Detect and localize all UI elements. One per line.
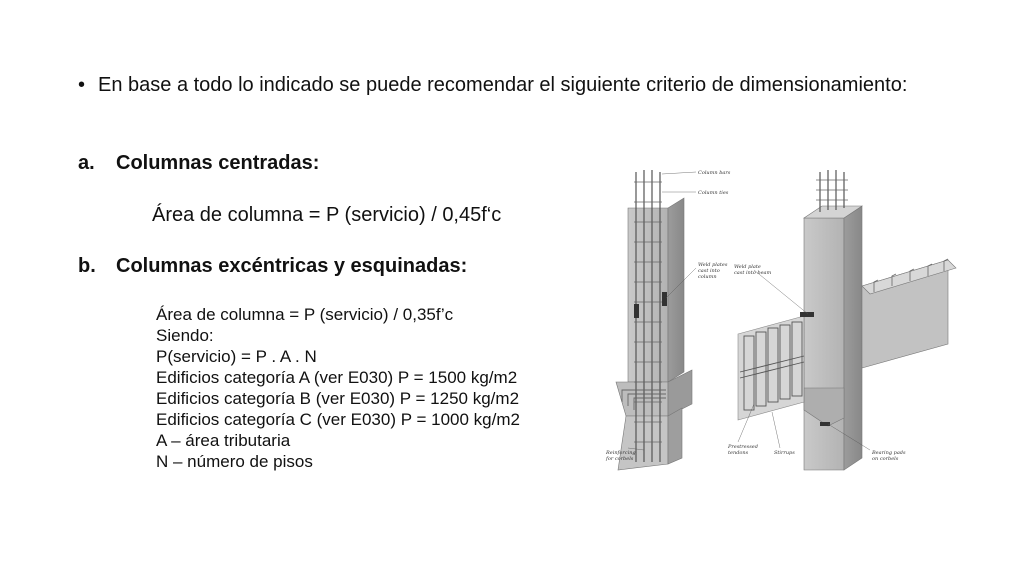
label-weld-plate-beam: Weld plate	[734, 264, 761, 270]
label-reinforcing-corbels-2: for corbels	[606, 456, 634, 462]
heading-a-title: Columnas centradas:	[116, 152, 320, 174]
eccentric-details	[156, 304, 520, 472]
label-weld-plates-column-3: column	[698, 274, 717, 280]
detail-a-area: A – área tributaria	[156, 431, 291, 450]
bullet-icon: •	[78, 74, 86, 96]
intro-text: En base a todo lo indicado se puede recomendar el siguiente criterio de dimensionamiento:	[98, 74, 908, 96]
label-weld-plate-beam-2: cast into beam	[734, 270, 772, 276]
weld-plate-column-2	[662, 292, 667, 306]
detail-siendo: Siendo:	[156, 326, 214, 345]
heading-eccentric-columns	[78, 253, 467, 279]
label-stirrups: Stirrups	[774, 450, 795, 456]
heading-a-letter: a.	[78, 152, 95, 174]
detail-category-b: Edificios categoría B (ver E030) P = 1250 kg/m2	[156, 389, 520, 408]
label-weld-plates-column: Weld plates	[698, 262, 728, 268]
heading-b-letter: b.	[78, 255, 96, 277]
heading-b-title: Columnas excéntricas y esquinadas:	[116, 255, 468, 277]
formula-centered: Área de columna = P (servicio) / 0,45f‘c	[152, 204, 502, 226]
right-column	[738, 170, 956, 470]
label-bearing-pads-2: on corbels	[872, 456, 899, 462]
left-column	[616, 170, 692, 470]
heading-centered-columns	[78, 150, 319, 176]
label-bearing-pads: Bearing pads	[872, 450, 906, 456]
column-illustration	[604, 158, 964, 488]
weld-plate-column	[634, 304, 639, 318]
formula-eccentric: Área de columna = P (servicio) / 0,35f’c	[156, 305, 454, 324]
label-column-bars: Column bars	[698, 170, 731, 176]
detail-category-a: Edificios categoría A (ver E030) P = 1500 kg/m2	[156, 368, 518, 387]
label-weld-plates-column-2: cast into	[698, 268, 720, 274]
bearing-pad	[820, 422, 830, 426]
detail-p-servicio: P(servicio) = P . A . N	[156, 347, 317, 366]
detail-n-floors: N – número de pisos	[156, 452, 313, 471]
label-prestressed-tendons: Prestressed	[728, 444, 758, 450]
weld-plate-beam	[800, 312, 814, 317]
detail-category-c: Edificios categoría C (ver E030) P = 1000 kg/m2	[156, 410, 520, 429]
intro-bullet	[78, 72, 946, 98]
label-prestressed-tendons-2: tendons	[728, 450, 749, 456]
label-reinforcing-corbels: Reinforcing	[606, 450, 636, 456]
label-column-ties: Column ties	[698, 190, 729, 196]
